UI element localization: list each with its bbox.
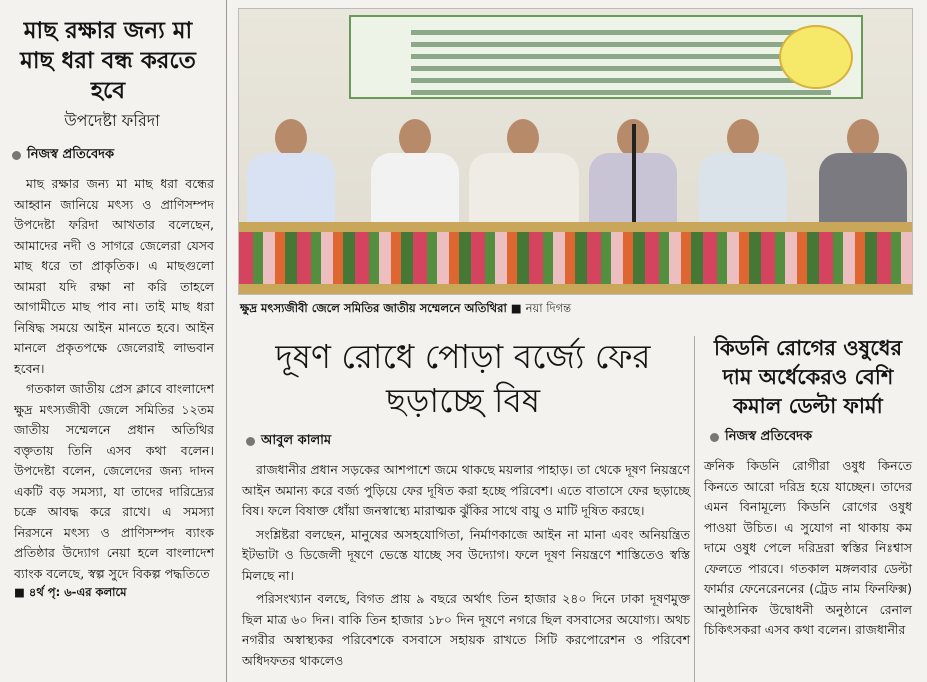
left-continued-text: ৪র্থ পৃ: ৬-এর কলামে: [28, 585, 127, 599]
left-body: [14, 174, 214, 584]
middle-headline: দূষণ রোধে পোড়া বর্জ্যে ফের ছড়াচ্ছে বিষ: [275, 337, 651, 420]
left-article: [0, 0, 214, 682]
right-article: [702, 330, 914, 682]
person-figure: [247, 119, 335, 234]
column-divider: [226, 0, 227, 682]
bullet-icon: [12, 151, 21, 160]
left-byline-text: নিজস্ব প্রতিবেদক: [27, 147, 115, 162]
person-figure: [699, 119, 787, 234]
banner-emblem: [779, 25, 853, 89]
microphone-stand: [632, 124, 636, 234]
column-divider: [694, 336, 695, 682]
photo-caption: ক্ষুদ্র মৎস্যজীবী জেলে সমিতির জাতীয় সম্মেলনে অতিথিরা ■ নয়া দিগন্ত: [240, 301, 572, 315]
person-figure: [469, 119, 579, 234]
left-body-paragraph: গতকাল জাতীয় প্রেস ক্লাবে বাংলাদেশ ক্ষুদ্র মৎস্যজীবী জেলে সমিতির ১২তম জাতীয় সম্মেলনে প্রধান অতিথির বক্তৃতায় তিনি এসব কথা বলেন। উপদেষ্টা বলেন, জেলেদের জন্য দাদন একটি বড় সমস্যা, যা তাদের দারিদ্র্যের চক্রে আবদ্ধ করে রাখে। এ সমস্যা নিরসনে মৎস্য ও প্রাণিসম্পদ ব্যাংক প্রতিষ্ঠার উদ্যোগ নেয়া হলে বাংলাদেশ ব্যাংক বলেছে, স্বল্প সুদে বিকল্প পদ্ধতিতে: [14, 381, 214, 581]
photo-source: নয়া দিগন্ত: [525, 301, 572, 315]
banner-text-lines: [411, 23, 831, 102]
photo-caption-text: ক্ষুদ্র মৎস্যজীবী জেলে সমিতির জাতীয় সম্মেলনে অতিথিরা: [240, 301, 507, 315]
right-body: ক্রনিক কিডনি রোগীরা ওষুধ কিনতে কিনতে আরো দরিদ্র হয়ে যাচ্ছেন। তাদের এমন বিনামূল্যে কিডনি রোগের ওষুধ পাওয়া উচিত। এ সুযোগ না থাকায় কম দামে ওষুধ পেলে দরিদ্ররা স্বস্তির নিঃশ্বাস ফেলতে পারবে। গতকাল মঙ্গলবার ডেল্টা ফার্মার ফেনেরেননের (ট্রেড নাম ফিনফিক্স) আনুষ্ঠানিক উদ্বোধনী অনুষ্ঠানে রেনাল চিকিৎসকরা এসব কথা বলেন। রাজধানীর: [704, 458, 912, 637]
news-photo: [238, 8, 913, 295]
bullet-icon: [710, 433, 719, 442]
left-continued: ■ ৪র্থ পৃ: ৬-এর কলামে: [14, 585, 127, 599]
middle-body: [242, 460, 690, 671]
middle-body-paragraph: রাজধানীর প্রধান সড়কের আশপাশে জমে থাকছে ময়লার পাহাড়। তা থেকে দূষণ নিয়ন্ত্রণে আইন অমান্য করে বর্জ্য পুড়িয়ে ফের দূষিত করা হচ্ছে পরিবেশ। এতে বাতাসে ফের ছড়াচ্ছে বিষ। ফলে বিষাক্ত ধোঁয়া জনস্বাস্থ্যে মারাত্মক ঝুঁকির সাথে বায়ু ও মাটি দূষিত করছে।: [242, 462, 690, 518]
person-figure: [819, 119, 907, 234]
photo-banner: [349, 15, 863, 99]
right-headline: কিডনি রোগের ওষুধের দাম অর্ধেকেরও বেশি কমাল ডেল্টা ফার্মা: [713, 336, 903, 418]
left-byline: [12, 145, 214, 166]
left-headline: মাছ রক্ষার জন্য মা মাছ ধরা বন্ধ করতে হবে: [20, 18, 196, 104]
bullet-icon: [246, 437, 255, 446]
middle-body-paragraph: পরিসংখ্যান বলছে, বিগত প্রায় ৯ বছরে অর্থাৎ তিন হাজার ২৪০ দিনে ঢাকা দূষণমুক্ত ছিল মাত্র ৬০ দিন। বাকি তিন হাজার ১৮০ দিন দূষণে নগরে ছিল বসবাসের অযোগ্য। অথচ নগরীর অস্বাস্থ্যকর পরিবেশকে বসবাসে সহায়ক রাখতে সিটি করপোরেশন ও পরিবেশ অধিদফতর থাকলেও: [242, 591, 690, 668]
right-byline-text: নিজস্ব প্রতিবেদক: [725, 429, 813, 444]
middle-byline-text: আবুল কালাম: [261, 433, 332, 448]
left-subhead: উপদেষ্টা ফরিদা: [64, 111, 160, 130]
left-body-paragraph: মাছ রক্ষার জন্য মা মাছ ধরা বন্ধের আহ্বান জানিয়ে মৎস্য ও প্রাণিসম্পদ উপদেষ্টা ফরিদা আখতার বলেছেন, আমাদের নদী ও সাগরে জেলেরা যেসব মাছ ধরে তা প্রাকৃতিক। এ মাছগুলো আমরা যদি রক্ষা না করি তাহলে আগামীতে মাছ পাব না। তাই মাছ ধরা নিষিদ্ধ সময়ে আইন মানতে হবে। আইন মানলে প্রকৃতপক্ষে জেলেরাই লাভবান হবেন।: [14, 176, 214, 376]
flower-bouquets: [239, 232, 912, 284]
person-figure: [371, 119, 459, 234]
right-byline: [710, 427, 914, 448]
middle-body-paragraph: সংশ্লিষ্টরা বলছেন, মানুষের অসহযোগিতা, নির্মাণকাজে আইন না মানা এবং অনিয়ন্ত্রিত ইটভাটা ও ডিজেলী দূষণে ভেস্তে যাচ্ছে সব উদ্যোগ। ফলে দূষণ নিয়ন্ত্রণে শাস্তিতেও স্বস্তি মিলছে না।: [242, 526, 690, 583]
